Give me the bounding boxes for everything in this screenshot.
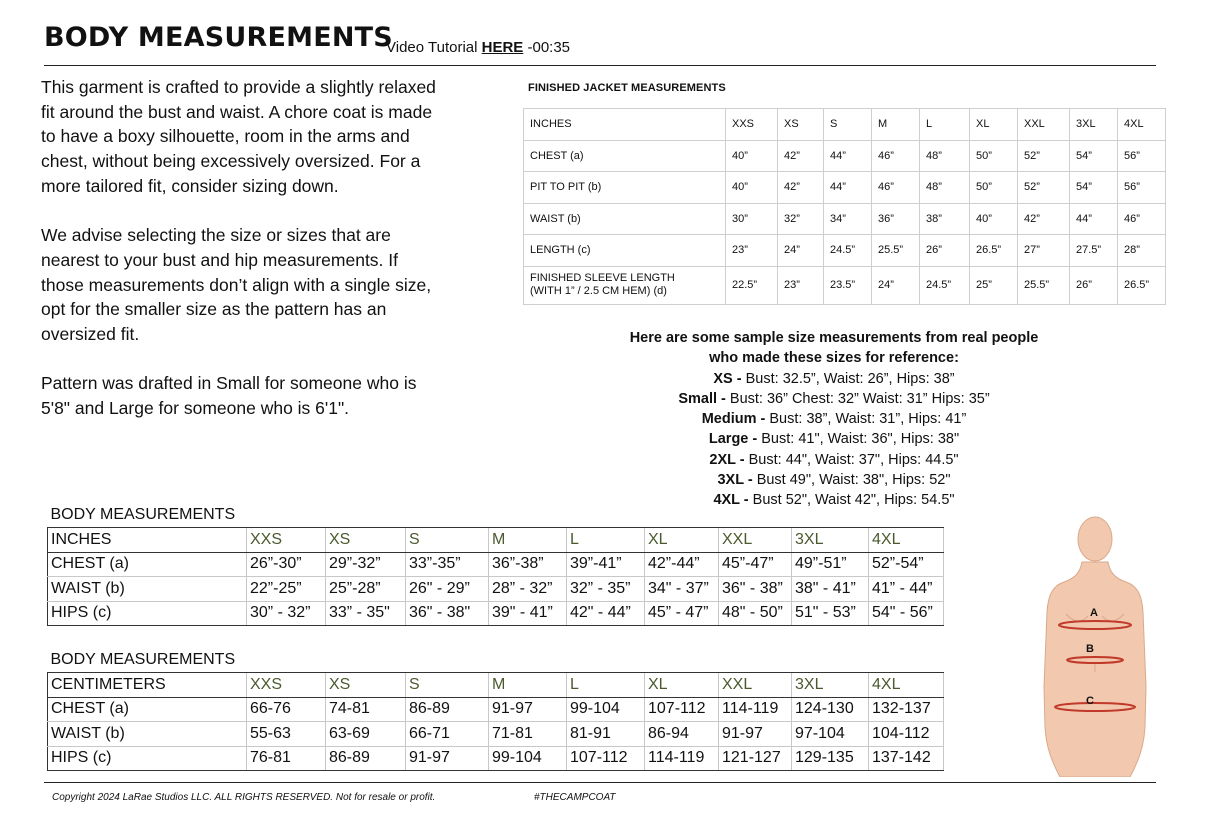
table-cell: XXL	[719, 528, 792, 553]
table-row	[48, 552, 944, 577]
caption-spacer	[406, 503, 489, 528]
caption-spacer	[792, 503, 869, 528]
jacket-cell: 27.5”	[1070, 235, 1118, 267]
table-cell: XL	[645, 673, 719, 698]
jacket-cell: 42”	[778, 140, 824, 172]
jacket-cell: 28”	[1118, 235, 1166, 267]
table-cell: M	[489, 673, 567, 698]
sample-values: Bust 49", Waist: 38", Hips: 52"	[756, 472, 951, 489]
intro-paragraph: Pattern was drafted in Small for someone who is 5'8" and Large for someone who is 6'1".	[41, 373, 417, 419]
jacket-cell: 40”	[970, 203, 1018, 235]
table-cell: 42" - 44”	[567, 601, 645, 626]
table-cell: M	[489, 528, 567, 553]
table-row	[48, 746, 944, 771]
table-row	[48, 673, 944, 698]
video-tutorial	[386, 39, 570, 56]
table-row	[48, 577, 944, 602]
table-caption-row	[48, 648, 944, 673]
table-cell: 3XL	[792, 528, 869, 553]
caption-spacer	[567, 503, 645, 528]
caption-spacer	[869, 648, 944, 673]
jacket-row-label	[524, 266, 726, 304]
jacket-cell: 48”	[920, 172, 970, 204]
table-cell: 4XL	[869, 528, 944, 553]
jacket-row-label: CHEST (a)	[524, 140, 726, 172]
table-cell: 91-97	[489, 697, 567, 722]
jacket-cell: 4XL	[1118, 109, 1166, 141]
caption-spacer	[326, 648, 406, 673]
table-cell: 97-104	[792, 722, 869, 747]
table-cell: 81-91	[567, 722, 645, 747]
jacket-cell: 40”	[726, 172, 778, 204]
table-cell: XS	[326, 673, 406, 698]
jacket-cell: 42”	[778, 172, 824, 204]
table-caption-row	[48, 503, 944, 528]
jacket-cell: 23”	[778, 266, 824, 304]
caption-spacer	[645, 648, 719, 673]
jacket-cell: XL	[970, 109, 1018, 141]
jacket-cell: 50”	[970, 140, 1018, 172]
jacket-row-label: LENGTH (c)	[524, 235, 726, 267]
row-label: CENTIMETERS	[48, 673, 247, 698]
table-cell: 86-89	[326, 746, 406, 771]
jacket-cell: 54”	[1070, 172, 1118, 204]
sample-size: XS -	[713, 370, 746, 387]
caption-spacer	[489, 503, 567, 528]
jacket-cell: 24”	[872, 266, 920, 304]
sample-size: 3XL -	[717, 472, 757, 489]
table-cell: 99-104	[567, 697, 645, 722]
sample-values: Bust: 38”, Waist: 31”, Hips: 41”	[769, 411, 967, 428]
jacket-table	[523, 108, 1166, 305]
table-cell: 45” - 47”	[645, 601, 719, 626]
jacket-cell: 44”	[824, 172, 872, 204]
table-cell: 4XL	[869, 673, 944, 698]
table-cell: 107-112	[645, 697, 719, 722]
table-cell: 42”-44”	[645, 552, 719, 577]
sample-entry	[584, 369, 1084, 389]
table-cell: 132-137	[869, 697, 944, 722]
table-cell: 124-130	[792, 697, 869, 722]
jacket-cell: XXL	[1018, 109, 1070, 141]
table-cell: 137-142	[869, 746, 944, 771]
table-caption: BODY MEASUREMENTS	[48, 503, 247, 528]
table-cell: 3XL	[792, 673, 869, 698]
label-b: B	[1086, 643, 1094, 655]
copyright: Copyright 2024 LaRae Studios LLC. ALL RIGHTS RESERVED. Not for resale or profit.	[52, 792, 436, 803]
jacket-cell: 52”	[1018, 140, 1070, 172]
table-cell: 91-97	[406, 746, 489, 771]
table-cell: 104-112	[869, 722, 944, 747]
table-cell: 49”-51”	[792, 552, 869, 577]
jacket-cell: 27”	[1018, 235, 1070, 267]
table-cell: 99-104	[489, 746, 567, 771]
caption-spacer	[489, 648, 567, 673]
jacket-cell: 46”	[1118, 203, 1166, 235]
head	[1078, 517, 1112, 561]
jacket-cell: 23”	[726, 235, 778, 267]
jacket-cell: 54”	[1070, 140, 1118, 172]
table-cell: 30” - 32”	[247, 601, 326, 626]
body-figure-svg	[1030, 512, 1160, 777]
jacket-cell: 25.5”	[872, 235, 920, 267]
caption-spacer	[567, 648, 645, 673]
table-cell: XXS	[247, 673, 326, 698]
jacket-cell: 26.5”	[1118, 266, 1166, 304]
jacket-cell: XS	[778, 109, 824, 141]
hashtag: #THECAMPCOAT	[534, 792, 616, 803]
tutorial-prefix: Video Tutorial	[386, 39, 478, 56]
jacket-row-label: INCHES	[524, 109, 726, 141]
jacket-cell: 32”	[778, 203, 824, 235]
sleeve-label-line: FINISHED SLEEVE LENGTH	[530, 272, 675, 284]
table-cell: 36" - 38"	[406, 601, 489, 626]
jacket-cell: S	[824, 109, 872, 141]
body-measurements-cm-table	[47, 648, 944, 771]
jacket-cell: 34”	[824, 203, 872, 235]
table-cell: 52”-54”	[869, 552, 944, 577]
table-cell: 41” - 44”	[869, 577, 944, 602]
sample-size: 4XL -	[713, 492, 753, 509]
table-cell: 28” - 32”	[489, 577, 567, 602]
jacket-row	[524, 235, 1166, 267]
footer	[44, 782, 1156, 803]
row-label: HIPS (c)	[48, 746, 247, 771]
jacket-cell: 22.5”	[726, 266, 778, 304]
table-cell: 32” - 35”	[567, 577, 645, 602]
table-cell: XS	[326, 528, 406, 553]
sample-entry	[584, 450, 1084, 470]
jacket-row	[524, 140, 1166, 172]
body-measurements-inches-table	[47, 503, 944, 626]
caption-spacer	[406, 648, 489, 673]
body-figure	[1030, 512, 1160, 777]
sample-values: Bust: 41", Waist: 36", Hips: 38"	[761, 431, 960, 448]
jacket-cell: L	[920, 109, 970, 141]
sample-measurements	[584, 328, 1084, 511]
table-cell: 33”-35”	[406, 552, 489, 577]
jacket-cell: 44”	[1070, 203, 1118, 235]
jacket-row-label: WAIST (b)	[524, 203, 726, 235]
jacket-row	[524, 172, 1166, 204]
table-cell: 34" - 37”	[645, 577, 719, 602]
sample-values: Bust: 36” Chest: 32” Waist: 31” Hips: 35”	[729, 390, 990, 407]
table-cell: 76-81	[247, 746, 326, 771]
table-cell: 114-119	[645, 746, 719, 771]
table-cell: 63-69	[326, 722, 406, 747]
row-label: WAIST (b)	[48, 722, 247, 747]
sample-size: Large -	[708, 431, 762, 448]
jacket-cell: M	[872, 109, 920, 141]
row-label: HIPS (c)	[48, 601, 247, 626]
jacket-cell: 44”	[824, 140, 872, 172]
jacket-row	[524, 203, 1166, 235]
jacket-cell: 42”	[1018, 203, 1070, 235]
table-row	[48, 528, 944, 553]
table-cell: 54" - 56”	[869, 601, 944, 626]
table-cell: 38" - 41”	[792, 577, 869, 602]
jacket-row	[524, 266, 1166, 304]
sample-entry	[584, 389, 1084, 409]
table-row	[48, 697, 944, 722]
header	[44, 22, 1156, 66]
sample-values: Bust: 32.5”, Waist: 26”, Hips: 38”	[745, 370, 955, 387]
sample-values: Bust: 44", Waist: 37", Hips: 44.5"	[748, 451, 959, 468]
table-cell: 26”-30”	[247, 552, 326, 577]
sample-size: Medium -	[701, 411, 770, 428]
sample-entry	[584, 470, 1084, 490]
table-cell: 74-81	[326, 697, 406, 722]
table-cell: 71-81	[489, 722, 567, 747]
table-cell: 121-127	[719, 746, 792, 771]
caption-spacer	[247, 503, 326, 528]
samples-intro: who made these sizes for reference:	[709, 350, 959, 367]
jacket-cell: 50”	[970, 172, 1018, 204]
table-cell: 36" - 38”	[719, 577, 792, 602]
table-cell: 48" - 50”	[719, 601, 792, 626]
page-title: BODY MEASUREMENTS	[44, 22, 393, 53]
jacket-cell: 23.5”	[824, 266, 872, 304]
row-label: CHEST (a)	[48, 697, 247, 722]
sample-values: Bust 52", Waist 42", Hips: 54.5"	[752, 492, 955, 509]
table-cell: 36”-38”	[489, 552, 567, 577]
jacket-cell: 26.5”	[970, 235, 1018, 267]
row-label: INCHES	[48, 528, 247, 553]
jacket-cell: 24.5”	[920, 266, 970, 304]
table-cell: 45”-47”	[719, 552, 792, 577]
tutorial-link[interactable]: HERE	[481, 39, 524, 56]
jacket-cell: 26”	[920, 235, 970, 267]
intro-paragraph: This garment is crafted to provide a slightly relaxed fit around the bust and waist. A chore coat is made to have a boxy silhouette, room in the arms and chest, without being excessively oversized. For a more tailored fit, consider sizing down.	[41, 77, 436, 196]
table-cell: 66-76	[247, 697, 326, 722]
table-cell: XXL	[719, 673, 792, 698]
table-caption: BODY MEASUREMENTS	[48, 648, 247, 673]
jacket-cell: 24.5”	[824, 235, 872, 267]
table-cell: S	[406, 528, 489, 553]
sleeve-label-line: (WITH 1” / 2.5 CM HEM) (d)	[530, 285, 667, 297]
table-cell: 129-135	[792, 746, 869, 771]
table-cell: 86-89	[406, 697, 489, 722]
table-cell: 39”-41”	[567, 552, 645, 577]
table-cell: XXS	[247, 528, 326, 553]
row-label: CHEST (a)	[48, 552, 247, 577]
table-cell: 22”-25”	[247, 577, 326, 602]
jacket-cell: 3XL	[1070, 109, 1118, 141]
caption-spacer	[719, 648, 792, 673]
jacket-cell: 52”	[1018, 172, 1070, 204]
caption-spacer	[247, 648, 326, 673]
samples-intro: Here are some sample size measurements from real people	[629, 330, 1039, 346]
sample-size: 2XL -	[709, 451, 749, 468]
table-cell: 66-71	[406, 722, 489, 747]
caption-spacer	[719, 503, 792, 528]
table-row	[48, 601, 944, 626]
table-cell: L	[567, 673, 645, 698]
table-cell: 51" - 53”	[792, 601, 869, 626]
sample-size: Small -	[678, 390, 730, 407]
label-a: A	[1090, 607, 1098, 619]
jacket-row	[524, 109, 1166, 141]
table-cell: S	[406, 673, 489, 698]
jacket-cell: 30”	[726, 203, 778, 235]
jacket-cell: 26”	[1070, 266, 1118, 304]
jacket-cell: 24”	[778, 235, 824, 267]
jacket-cell: 40”	[726, 140, 778, 172]
jacket-row-label: PIT TO PIT (b)	[524, 172, 726, 204]
table-cell: 107-112	[567, 746, 645, 771]
table-cell: L	[567, 528, 645, 553]
jacket-cell: 56”	[1118, 172, 1166, 204]
table-cell: 86-94	[645, 722, 719, 747]
jacket-cell: 46”	[872, 172, 920, 204]
sample-entry	[584, 409, 1084, 429]
caption-spacer	[792, 648, 869, 673]
table-cell: 91-97	[719, 722, 792, 747]
table-cell: 25”-28”	[326, 577, 406, 602]
caption-spacer	[326, 503, 406, 528]
sample-entry	[584, 429, 1084, 449]
caption-spacer	[869, 503, 944, 528]
row-label: WAIST (b)	[48, 577, 247, 602]
jacket-cell: 25.5”	[1018, 266, 1070, 304]
jacket-table-title: FINISHED JACKET MEASUREMENTS	[528, 82, 726, 94]
jacket-cell: 48”	[920, 140, 970, 172]
jacket-cell: 36”	[872, 203, 920, 235]
table-row	[48, 722, 944, 747]
table-cell: 26" - 29”	[406, 577, 489, 602]
jacket-cell: 38”	[920, 203, 970, 235]
table-cell: 29”-32”	[326, 552, 406, 577]
jacket-cell: XXS	[726, 109, 778, 141]
table-cell: 55-63	[247, 722, 326, 747]
jacket-cell: 46”	[872, 140, 920, 172]
table-cell: 33” - 35"	[326, 601, 406, 626]
table-cell: XL	[645, 528, 719, 553]
tutorial-time: -00:35	[527, 39, 571, 56]
jacket-cell: 56”	[1118, 140, 1166, 172]
intro-paragraph: We advise selecting the size or sizes that are nearest to your bust and hip measurements. If those measurements don’t align with a single size, opt for the smaller size as the pattern has an oversized fit.	[41, 225, 432, 345]
caption-spacer	[645, 503, 719, 528]
label-c: C	[1086, 695, 1094, 707]
intro-text	[41, 75, 441, 446]
jacket-cell: 25”	[970, 266, 1018, 304]
table-cell: 114-119	[719, 697, 792, 722]
table-cell: 39" - 41”	[489, 601, 567, 626]
